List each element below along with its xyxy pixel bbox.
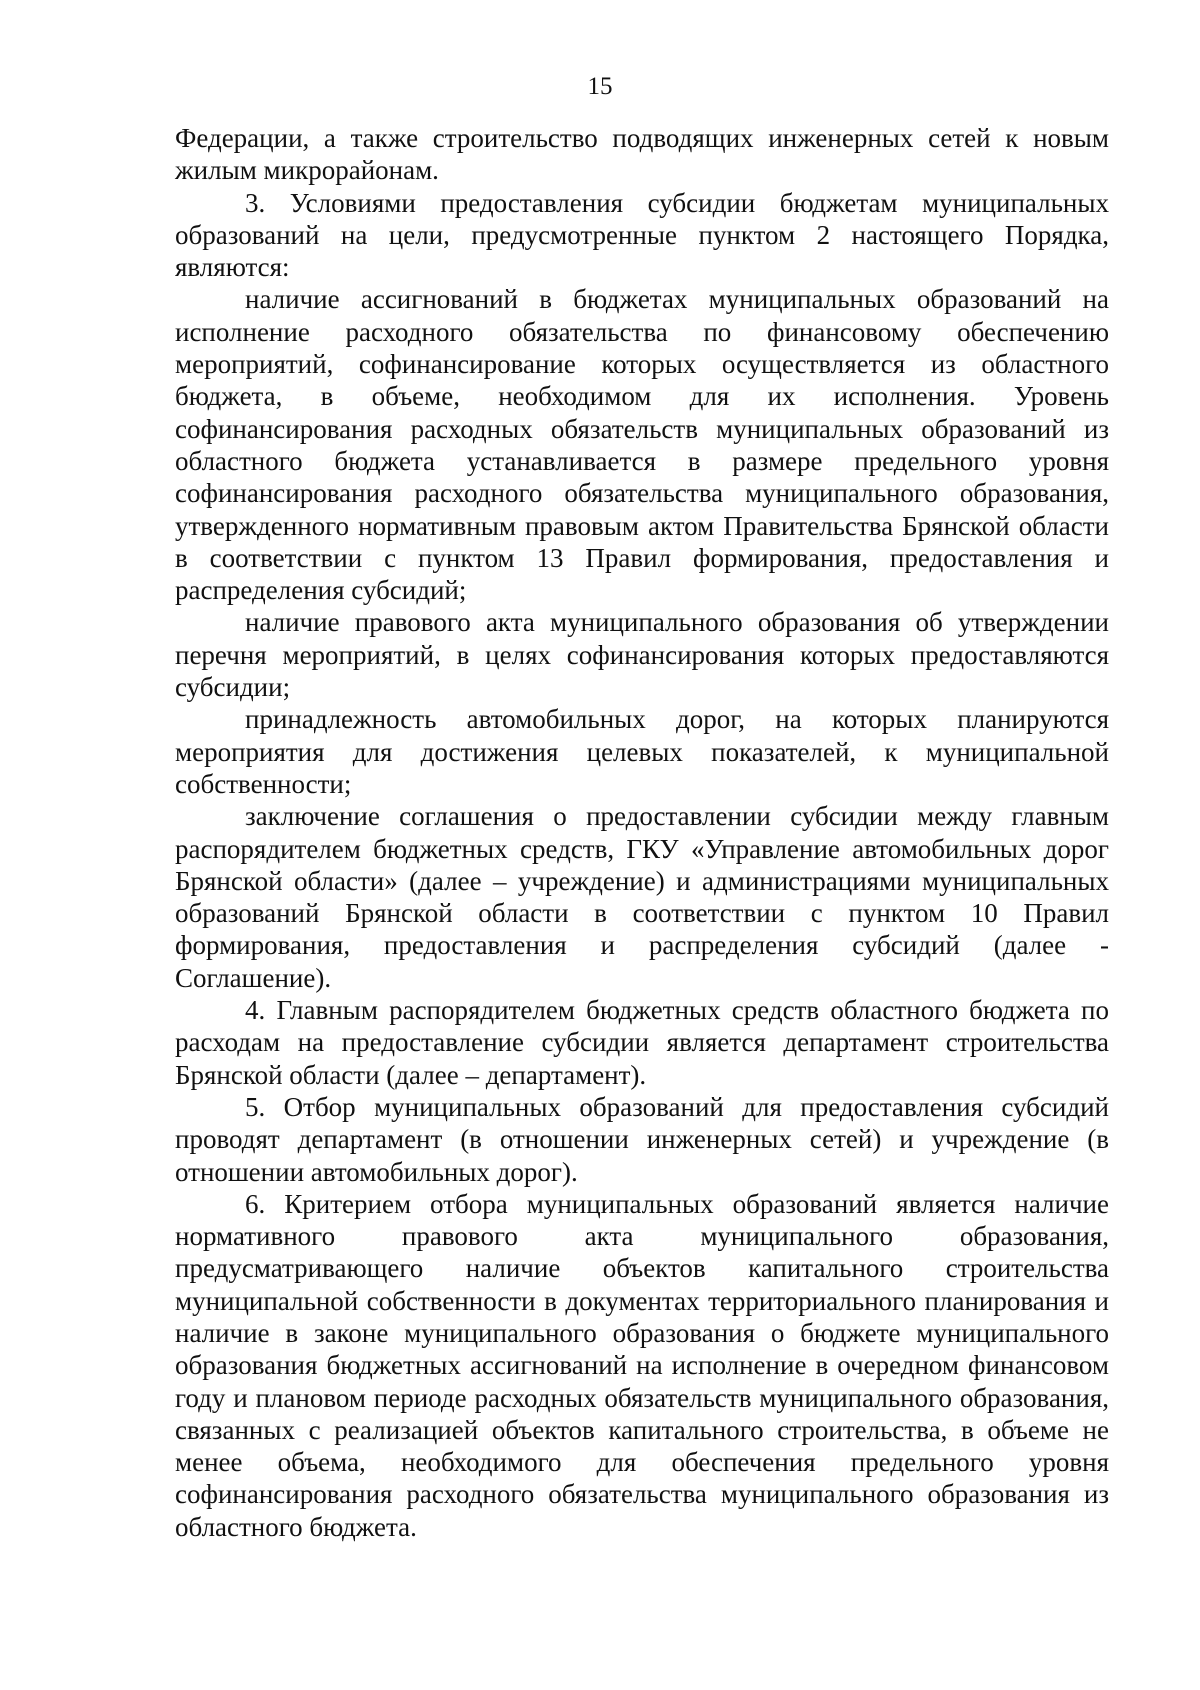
paragraph-clause-6: 6. Критерием отбора муниципальных образований является наличие нормативного правового акта муниципального образования, предусматривающего наличие объектов капитального строительства муниципальной собственности в документах территориального планирования и наличие в законе муниципального образования о бюджете муниципального образования бюджетных ассигнований на исполнение в очередном финансовом году и плановом периоде расходных обязательств муниципального образования, связанных с реализацией объектов капитального строительства, в объеме не менее объема, необходимого для обеспечения предельного уровня софинансирования расходного обязательства муниципального образования из областного бюджета.	[175, 1188, 1109, 1542]
paragraph-clause-5: 5. Отбор муниципальных образований для предоставления субсидий проводят департамент (в отношении инженерных сетей) и учреждение (в отношении автомобильных дорог).	[175, 1091, 1109, 1187]
paragraph-clause-3: 3. Условиями предоставления субсидии бюджетам муниципальных образований на цели, предусмотренные пунктом 2 настоящего Порядка, являются:	[175, 187, 1109, 283]
paragraph-condition-road-ownership: принадлежность автомобильных дорог, на которых планируются мероприятия для достижения целевых показателей, к муниципальной собственности;	[175, 704, 1109, 799]
paragraph-condition-appropriations: наличие ассигнований в бюджетах муниципальных образований на исполнение расходного обязательства по финансовому обеспечению мероприятий, софинансирование которых осуществляется из областного бюджета, в объеме, необходимом для их исполнения. Уровень софинансирования расходных обязательств муниципальных образований из областного бюджета устанавливается в размере предельного уровня софинансирования расходного обязательства муниципального образования, утвержденного нормативным правовым актом Правительства Брянской области в соответствии с пунктом 13 Правил формирования, предоставления и распределения субсидий;	[175, 284, 1109, 606]
paragraph-continuation: Федерации, а также строительство подводящих инженерных сетей к новым жилым микрорайонам.	[175, 123, 1109, 186]
paragraph-clause-4: 4. Главным распорядителем бюджетных средств областного бюджета по расходам на предоставление субсидии является департамент строительства Брянской области (далее – департамент).	[175, 995, 1109, 1090]
paragraph-condition-agreement: заключение соглашения о предоставлении субсидии между главным распорядителем бюджетных средств, ГКУ «Управление автомобильных дорог Брянской области» (далее – учреждение) и администрациями муниципальных образований Брянской области в соответствии с пунктом 10 Правил формирования, предоставления и распределения субсидий (далее - Соглашение).	[175, 801, 1109, 993]
paragraph-condition-legal-act: наличие правового акта муниципального образования об утверждении перечня мероприятий, в целях софинансирования которых предоставляются субсидии;	[175, 607, 1109, 703]
document-body	[175, 122, 1109, 1543]
page-number: 15	[587, 73, 613, 100]
